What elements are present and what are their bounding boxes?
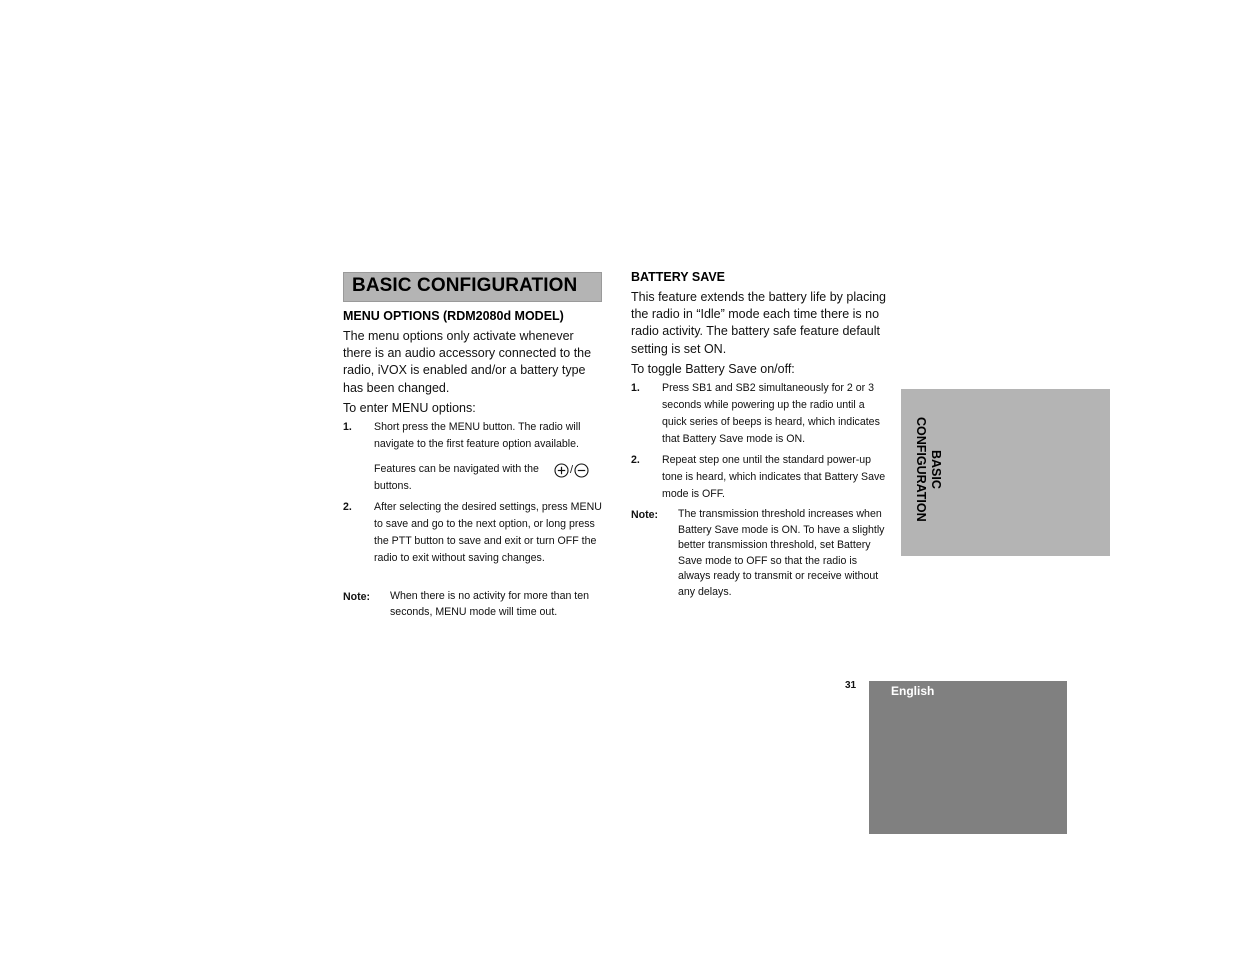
icon-separator: /	[570, 464, 574, 476]
menu-note: When there is no activity for more than ten seconds, MENU mode will time out.	[390, 590, 590, 618]
page-number: 31	[845, 680, 857, 691]
minus-circle-icon	[574, 463, 589, 478]
battery-save-intro: This feature extends the battery life by placing the radio in “Idle” mode each time there is no radio activity. The battery safe feature default setting is set ON.	[631, 290, 887, 356]
step-number: 1.	[343, 421, 352, 433]
language-label: English	[891, 684, 935, 698]
side-section-tab	[901, 389, 1110, 556]
section-header	[343, 272, 602, 302]
section-title: BASIC CONFIGURATION	[352, 275, 578, 296]
plus-circle-icon	[554, 463, 569, 478]
menu-step-1: Short press the MENU button. The radio will navigate to the first feature option available.	[374, 421, 581, 450]
menu-options-enter: To enter MENU options:	[343, 401, 476, 415]
battery-step-2: Repeat step one until the standard power-up tone is heard, which indicates that Battery Save mode is OFF.	[662, 454, 886, 500]
plus-minus-icons	[554, 461, 589, 479]
battery-save-toggle: To toggle Battery Save on/off:	[631, 362, 795, 376]
note-label: Note:	[631, 509, 659, 521]
features-navigation-text: Features can be navigated with the buttons.	[374, 463, 539, 492]
note-label: Note:	[343, 591, 371, 603]
menu-step-2: After selecting the desired settings, press MENU to save and go to the next option, or long press the PTT button to save and exit or turn OFF the radio to exit without saving changes.	[374, 501, 602, 564]
step-number: 2.	[631, 454, 640, 466]
side-tab-label: BASIC CONFIGURATION	[914, 417, 943, 522]
menu-options-heading: MENU OPTIONS (RDM2080d MODEL)	[343, 309, 564, 323]
battery-save-heading: BATTERY SAVE	[631, 270, 725, 284]
step-number: 2.	[343, 501, 352, 513]
battery-note: The transmission threshold increases when Battery Save mode is ON. To have a slightly better transmission threshold, set Battery Save mode to OFF so that the radio is always ready to transmit or receive without any delays.	[678, 508, 885, 598]
language-tab	[869, 681, 1067, 834]
battery-step-1: Press SB1 and SB2 simultaneously for 2 or 3 seconds while powering up the radio until a quick series of beeps is heard, which indicates that Battery Save mode is ON.	[662, 382, 880, 445]
step-number: 1.	[631, 382, 640, 394]
menu-options-intro: The menu options only activate whenever there is an audio accessory connected to the radio, iVOX is enabled and/or a battery type has been changed.	[343, 329, 592, 395]
